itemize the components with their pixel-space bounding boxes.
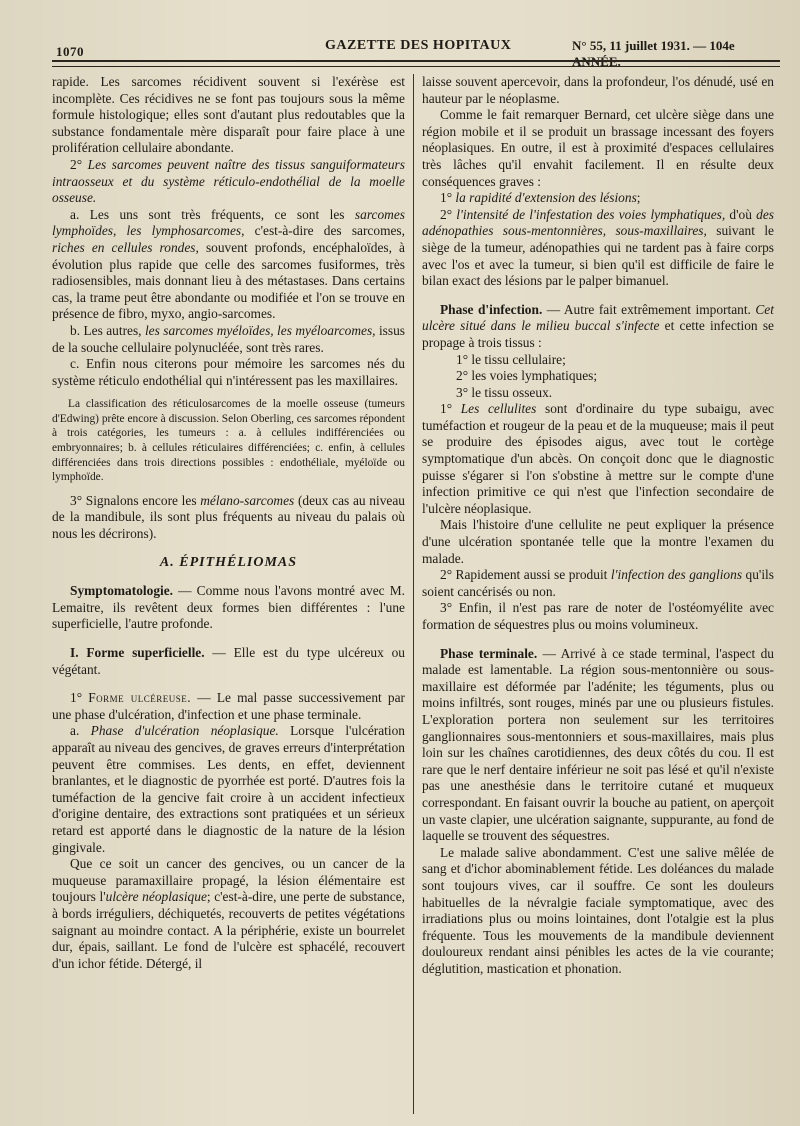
text: (deux cas au niveau de la mandibule, ils sont plus fréquents au niveau du palais où nous les décrirons). [52, 492, 405, 542]
list-item: 3° le tissu osseux. [456, 384, 553, 400]
page-number: 1070 [56, 44, 84, 59]
subheading: Phase d'infection. [440, 301, 543, 317]
text: 2° Rapidement aussi se produit [440, 567, 611, 583]
issue-info: N° 55, 11 juillet 1931. — 104e ANNÉE. [572, 38, 735, 69]
text: — Elle est du type ulcéreux ou végétant. [52, 645, 405, 677]
paragraph [52, 323, 405, 356]
text: — Arrivé à ce stade terminal, l'aspect du malade est lamentable. La région sous-mentonnière ou sous-maxillaire est déformée par l'adénite; les téguments, plus ou moins infiltrés, sont rouges, minés par une ou plusieurs fistules. L'exploration portera non seulement sur les territoires ganglionnaires sous-mentonniers et sous-maxillaires, mais plus loin sur les chaînes carotidiennes, des deux côtés du cou. Il est rare que le nerf dentaire inférieur ne soit pas lésé et qu'il n'existe pas une anesthésie dans le territoire cutané et muqueux correspondant. En faisant ouvrir la bouche au patient, on aperçoit un vaste clapier, une ulcération saignante, suppurante, au fond de laquelle se trouvent des séquestres. [422, 645, 775, 844]
italic-text: ulcère néoplasique [105, 889, 207, 905]
italic-text: la rapidité d'extension des lésions [455, 190, 637, 206]
text: a. [70, 723, 91, 739]
list-item: 2° les voies lymphatiques; [456, 368, 598, 384]
numeral: 2° [70, 156, 88, 172]
italic-text: mélano-sarcomes [200, 492, 295, 508]
paragraph [52, 856, 405, 972]
italic-text: l'intensité de l'infestation des voies lymphatiques, [456, 206, 726, 222]
right-column [422, 74, 774, 977]
numeral: 1° [440, 190, 456, 206]
italic-text: des adénopathies sous-mentonnières, sous-maxillaires, [422, 206, 774, 239]
text: ; c'est-à-dire, une perte de substance, à bords irréguliers, déchiquetés, recouverts de petites végétations saignant au moindre contact. A la périphérie, existe un bourrelet dur, épais, saillant. Le fond de l'ulcère est sphacélé, recouvert d'un ichor fétide. Détergé, il [52, 889, 405, 971]
text: Lorsque l'ulcération apparaît au niveau des gencives, de graves erreurs d'interprétation peuvent être commises. Les dents, en effet, deviennent branlantes, et le diagnostic de pyorrhée est porté. D'autres fois la tuméfaction de la gencive fait croire à un accident infectieux d'origine dentaire, des extractions sont pratiquées et un sérieux retard est apporté dans le diagnostic de la nature de la lésion gingivale. [52, 723, 406, 855]
paragraph: Comme le fait remarquer Bernard, cet ulcère siège dans une région mobile et il se produit un brassage incessant des foyers néoplasiques. En outre, il est à proximité d'espaces cellulaires très lâches qu'il envahit facilement. Il en résulte deux conséquences graves : [422, 107, 774, 189]
text: a. Les uns sont très fréquents, ce sont les [70, 206, 355, 222]
italic-text: l'infection des ganglions [610, 567, 743, 583]
subheading: Forme ulcéreuse. [88, 690, 192, 706]
header-rule [52, 60, 780, 62]
italic-text: sarcomes lymphoïdes, les lymphosarcomes, [52, 206, 405, 239]
paragraph [52, 207, 405, 323]
text: b. Les autres, [70, 322, 145, 338]
text: — Autre fait extrêmement important. [542, 301, 756, 317]
paragraph: c. Enfin nous citerons pour mémoire les sarcomes nés du système réticulo endothélial qui n'intéressent pas les maxillaires. [52, 356, 405, 388]
text: — Le mal passe successivement par une phase d'ulcération, d'infection et une phase terminale. [52, 690, 405, 722]
text: suivant le siège de la tumeur, adénopathies qui ne tardent pas à faire corps avec l'os et avec la tumeur, si bien qu'il est difficile de faire le bilan exact des lésions par le palper bimanuel. [422, 223, 774, 289]
journal-title: GAZETTE DES HOPITAUX [325, 38, 512, 53]
paragraph [52, 645, 405, 678]
italic-text: Les cellulites [460, 401, 537, 417]
paragraph: rapide. Les sarcomes récidivent souvent si l'exérèse est incomplète. Ces récidives ne se font pas toujours sous la même formule histologique; elles sont d'autant plus redoutables que la substance fondamentale mère disparaît pour faire place à une prolifération cellulaire abondante. [52, 74, 405, 156]
numeral: 1° [440, 401, 461, 417]
text: issus de la souche cellulaire polynucléée, sont très rares. [52, 322, 405, 355]
paragraph: laisse souvent apercevoir, dans la profondeur, l'os dénudé, usé en hauteur par le néoplasme. [422, 74, 774, 106]
text: ; [636, 190, 641, 206]
paragraph: 3° Enfin, il n'est pas rare de noter de l'ostéomyélite avec formation de séquestres plus ou moins volumineux. [422, 600, 774, 632]
section-heading: A. ÉPITHÉLIOMAS [159, 554, 298, 570]
italic-text: Phase d'ulcération néoplasique. [90, 723, 279, 739]
paragraph [52, 723, 405, 856]
subheading: I. Forme superficielle. [70, 645, 205, 660]
paragraph [422, 567, 774, 600]
list-item: 1° le tissu cellulaire; [456, 351, 566, 367]
paragraph: Mais l'histoire d'une cellulite ne peut expliquer la présence d'une ulcération spontanée telle que la montre l'examen du malade. [422, 517, 774, 566]
paragraph: Le malade salive abondamment. C'est une salive mêlée de sang et d'ichor abominablement fétide. Les doléances du malade sont toujours vives, car il souffre. Ce sont les douleurs habituelles de la névralgie faciale symptomatique, avec des irradiations plus ou moins lointaines, dont l'otalgie est la plus fréquente. Tous les mouvements de la mandibule deviennent douloureux rendant ainsi pénibles les actes de la vie courante; déglutition, mastication et phonation. [422, 844, 774, 976]
italic-text: Cet ulcère situé dans le milieu buccal s'infecte [422, 301, 774, 334]
text: — Comme nous l'avons montré avec M. Lemaitre, ils revêtent deux formes bien différentes : l'une superficielle, l'autre profonde. [52, 583, 405, 632]
paragraph [422, 190, 774, 207]
left-column [52, 74, 405, 972]
text: Que ce soit un cancer des gencives, ou un cancer de la muqueuse paramaxillaire propagé, la lésion élémentaire est toujours l' [52, 856, 405, 905]
text: 3° Signalons encore les [70, 492, 201, 508]
text: et cette infection se propage à trois tissus : [422, 318, 774, 350]
footnote-paragraph: La classification des réticulosarcomes de la moelle osseuse (tumeurs d'Edwing) prête encore à discussion. Selon Oberling, ces sarcomes répondent à trois catégories, les tumeurs : a. à cellules indifférenciées ou embryonnaires; b. à cellules réticulaires différenciées; c. enfin, à cellules différenciées dans trois directions possibles : endothéliale, myéloïde ou lymphoïde. [52, 398, 405, 484]
paragraph [422, 401, 774, 517]
paragraph [52, 157, 405, 207]
paragraph [52, 583, 405, 633]
numeral: 1° [70, 690, 89, 706]
paragraph [52, 493, 405, 543]
header-rule-thin [52, 66, 780, 67]
italic-text: riches en cellules rondes, [52, 239, 199, 255]
tissue-list [422, 352, 774, 402]
numeral: 2° [440, 206, 457, 222]
text: c'est-à-dire des sarcomes, [244, 223, 405, 239]
paragraph [52, 690, 405, 723]
text: qu'ils soient cancérisés ou non. [422, 567, 774, 599]
subheading: Phase terminale. [440, 645, 538, 661]
italic-text: les sarcomes myéloïdes, les myéloarcomes, [144, 322, 376, 338]
page-header [52, 34, 780, 69]
text: d'où [725, 206, 757, 222]
column-divider [413, 74, 414, 1114]
paragraph [422, 646, 774, 845]
text: souvent profonds, encéphaloïdes, à évolution plus rapide que celle des sarcomes fusiformes, très radiosensibles, mais donnant lieu à des métastases. Dans certains cas, la trame peut être abondante ou modifiée et l'on se trouve en présence de fibro, myxo, angio-sarcomes. [52, 239, 405, 322]
subheading: Symptomatologie. [70, 583, 174, 599]
paragraph [422, 302, 774, 352]
italic-text: Les sarcomes peuvent naître des tissus sanguiformateurs intraosseux et du système réticulo-endothélial de la moelle osseuse. [52, 156, 405, 206]
text: sont d'ordinaire du type subaigu, avec tuméfaction et rougeur de la peau et de la muqueuse; mais il peut se produire des épisodes aigus, avec tout le cortège symptomatique d'un abcès. On conçoit donc que le diagnostic puisse s'égarer si l'on s'obstine à mettre sur le compte d'une infection primitive ce qui n'est que l'infection secondaire de l'ulcère néoplasique. [422, 401, 775, 516]
paragraph [422, 207, 774, 290]
